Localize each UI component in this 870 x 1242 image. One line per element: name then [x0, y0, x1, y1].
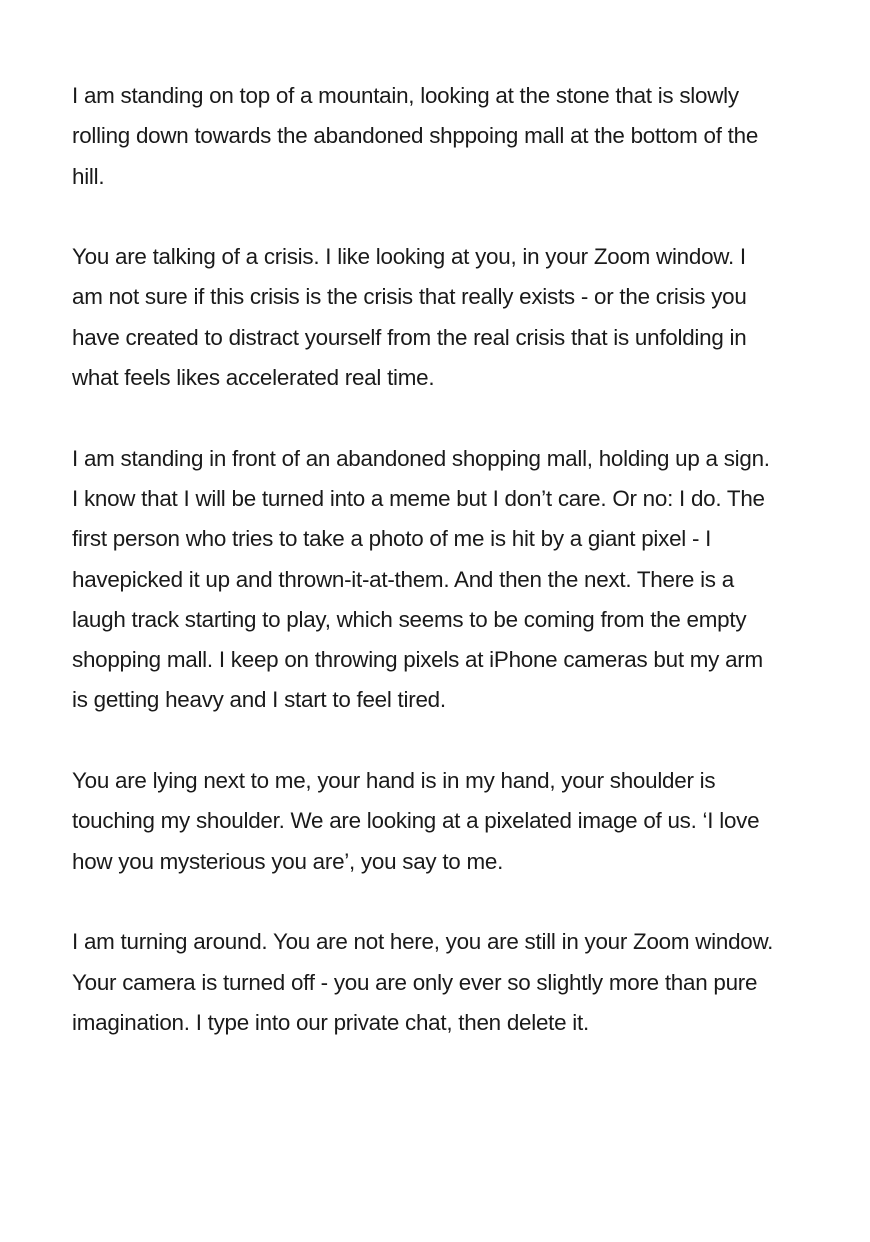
text-line: You are lying next to me, your hand is in my hand, your shoulder is [72, 768, 716, 794]
text-line: is getting heavy and I start to feel tired. [72, 687, 446, 713]
text-line: shopping mall. I keep on throwing pixels at iPhone cameras but my arm [72, 647, 763, 673]
text-line: am not sure if this crisis is the crisis that really exists - or the crisis you [72, 284, 747, 310]
text-line: I am turning around. You are not here, you are still in your Zoom window. [72, 929, 774, 955]
text-line: You are talking of a crisis. I like looking at you, in your Zoom window. I [72, 244, 746, 270]
text-line: touching my shoulder. We are looking at a pixelated image of us. ‘I love [72, 808, 760, 834]
text-line: rolling down towards the abandoned shppoing mall at the bottom of the [72, 123, 759, 149]
text-line: how you mysterious you are’, you say to me. [72, 848, 504, 874]
text-line: first person who tries to take a photo of me is hit by a giant pixel - I [72, 526, 712, 552]
text-line: I am standing in front of an abandoned shopping mall, holding up a sign. [72, 445, 770, 471]
text-line: what feels likes accelerated real time. [72, 365, 435, 391]
text-line: have created to distract yourself from the real crisis that is unfolding in [72, 324, 747, 350]
document-body [72, 76, 802, 1083]
text-line: hill. [72, 163, 105, 189]
paragraph-4 [72, 761, 802, 882]
text-line: Your camera is turned off - you are only ever so slightly more than pure [72, 969, 758, 995]
paragraph-5 [72, 922, 802, 1043]
text-line: I know that I will be turned into a meme but I don’t care. Or no: I do. The [72, 485, 765, 511]
text-line: I am standing on top of a mountain, looking at the stone that is slowly [72, 83, 739, 108]
text-line: imagination. I type into our private chat, then delete it. [72, 1009, 589, 1035]
paragraph-1 [72, 76, 802, 197]
paragraph-3 [72, 439, 802, 721]
paragraph-2 [72, 237, 802, 398]
text-line: havepicked it up and thrown-it-at-them. And then the next. There is a [72, 566, 734, 592]
text-line: laugh track starting to play, which seems to be coming from the empty [72, 606, 747, 632]
